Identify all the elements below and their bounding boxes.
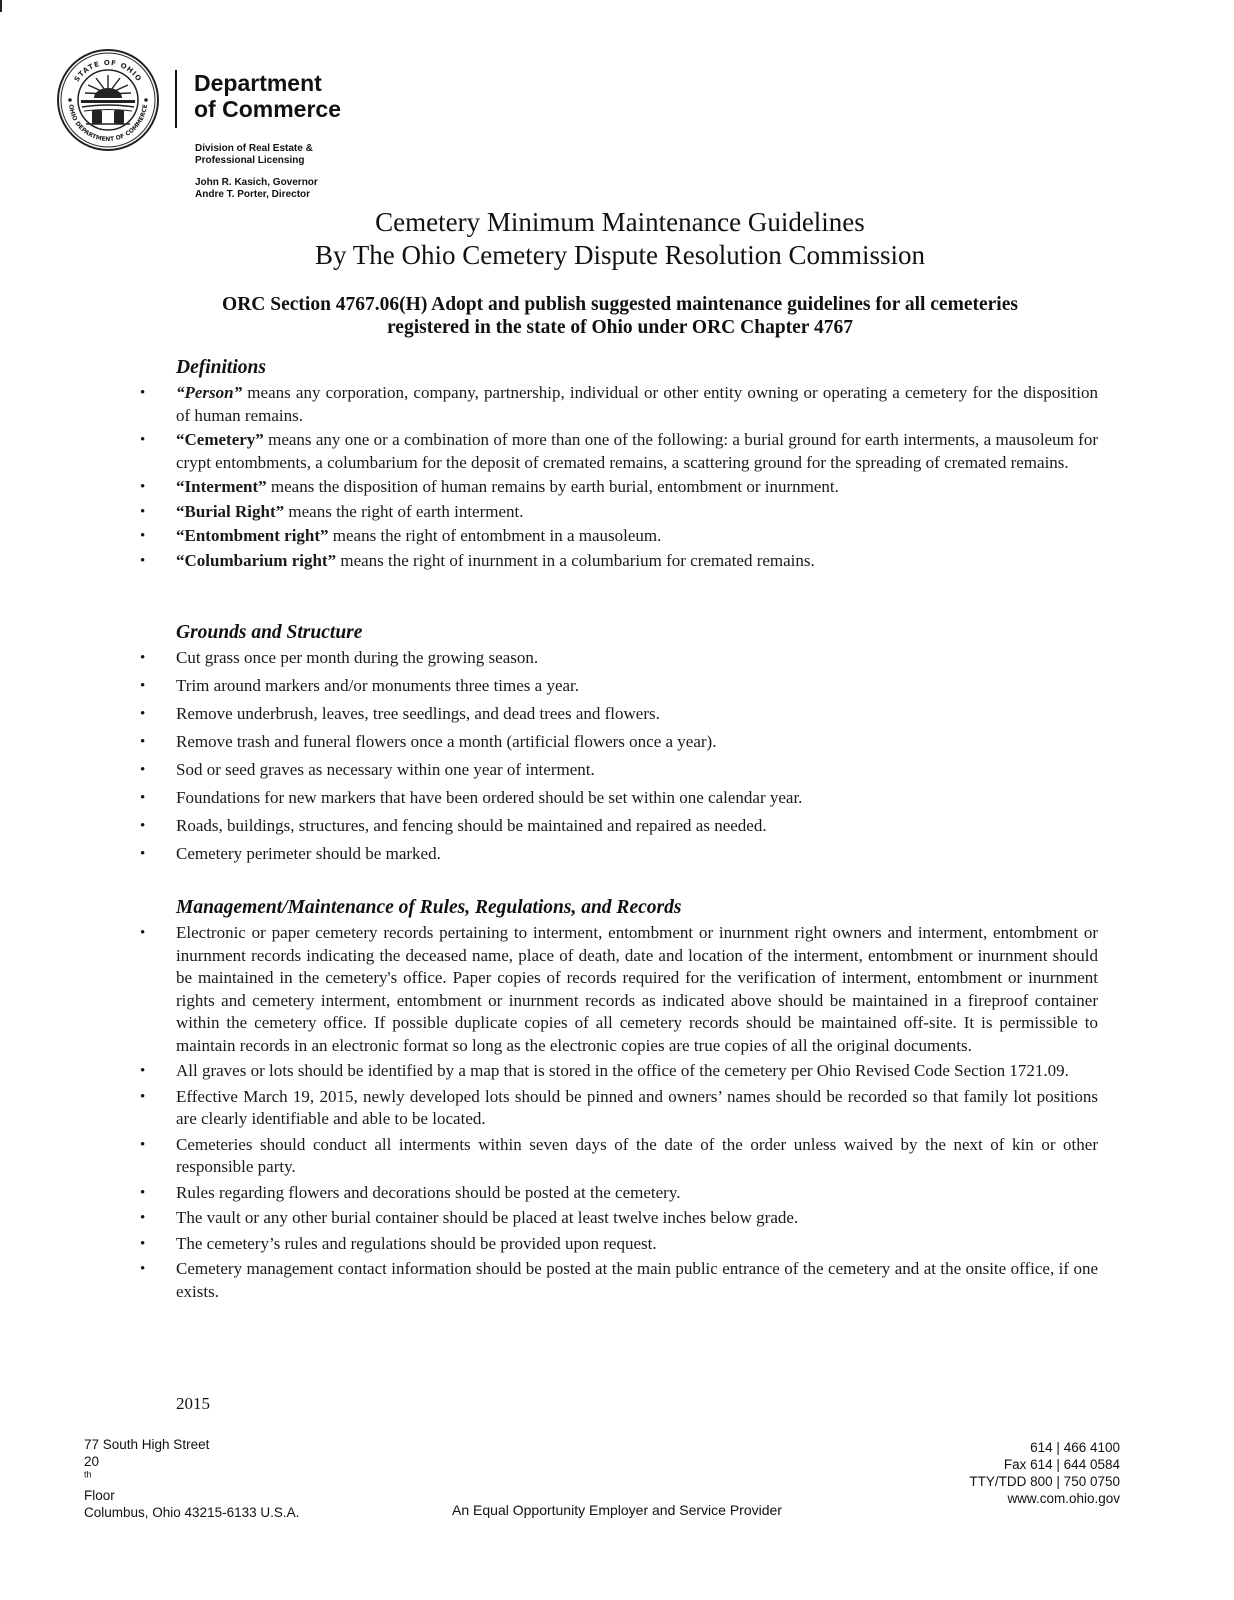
list-item-text: The cemetery’s rules and regulations should be provided upon request. bbox=[176, 1233, 657, 1253]
bullet-icon: • bbox=[140, 552, 146, 569]
department-name-line1: Department bbox=[194, 70, 322, 96]
address-floor bbox=[84, 1453, 299, 1504]
bullet-icon: • bbox=[140, 1184, 146, 1201]
letterhead-divider bbox=[175, 70, 177, 128]
list-item bbox=[138, 731, 1098, 754]
title-line1: Cemetery Minimum Maintenance Guidelines bbox=[375, 207, 865, 237]
address-street: 77 South High Street bbox=[84, 1437, 210, 1452]
list-item bbox=[138, 1207, 1098, 1230]
list-item-text: Effective March 19, 2015, newly developed lots should be pinned and owners’ names should be recorded so that family lot positions are clearly identifiable and able to be located. bbox=[176, 1086, 1098, 1128]
list-item bbox=[138, 501, 1098, 524]
title-line2: By The Ohio Cemetery Dispute Resolution Commission bbox=[315, 240, 925, 270]
bullet-icon: • bbox=[140, 1063, 146, 1079]
list-item-text: Cut grass once per month during the growing season. bbox=[176, 648, 539, 667]
document-title bbox=[180, 206, 1060, 272]
list-item-text: The vault or any other burial container should be placed at least twelve inches below grade. bbox=[176, 1208, 799, 1227]
list-item bbox=[138, 1086, 1098, 1131]
officials bbox=[195, 177, 318, 201]
bullet-icon: • bbox=[140, 1088, 146, 1105]
bullet-icon: • bbox=[140, 479, 146, 495]
bullet-icon: • bbox=[140, 385, 146, 401]
orc-heading-line1: ORC Section 4767.06(H) Adopt and publish suggested maintenance guidelines for all cemeteries bbox=[222, 294, 1018, 315]
definition-text: means the disposition of human remains by earth burial, entombment or inurnment. bbox=[266, 477, 839, 496]
bullet-icon: • bbox=[140, 925, 146, 941]
list-item bbox=[138, 843, 1098, 866]
definitions-list bbox=[138, 382, 1098, 572]
division-line1: Division of Real Estate & bbox=[195, 143, 313, 154]
phone-number: 614 | 466 4100 bbox=[1030, 1440, 1120, 1455]
list-item bbox=[138, 525, 1098, 548]
fax-number: Fax 614 | 644 0584 bbox=[1003, 1457, 1120, 1472]
seal-top-text: STATE OF OHIO bbox=[72, 58, 144, 84]
department-name-line2: of Commerce bbox=[194, 96, 341, 122]
bullet-icon: • bbox=[140, 1235, 146, 1252]
bullet-icon: • bbox=[140, 706, 146, 722]
list-item bbox=[138, 675, 1098, 698]
list-item-text: Rules regarding flowers and decorations should be posted at the cemetery. bbox=[176, 1182, 681, 1202]
address-city: Columbus, Ohio 43215-6133 U.S.A. bbox=[84, 1505, 300, 1520]
list-item-text: Cemeteries should conduct all interments within seven days of the date of the order unless waived by the next of kin or other responsible party. bbox=[176, 1134, 1098, 1176]
list-item bbox=[138, 815, 1098, 838]
list-item-text: All graves or lots should be identified by a map that is stored in the office of the cemetery per Ohio Revised Code Section 1721.09. bbox=[176, 1061, 1069, 1080]
bullet-icon: • bbox=[140, 1136, 146, 1153]
bullet-icon: • bbox=[140, 762, 146, 778]
grounds-heading: Grounds and Structure bbox=[176, 622, 363, 643]
defined-term: “Burial Right” bbox=[176, 501, 285, 521]
bullet-icon: • bbox=[140, 528, 146, 544]
list-item-text: Remove trash and funeral flowers once a month (artificial flowers once a year). bbox=[176, 732, 717, 751]
list-item bbox=[138, 787, 1098, 810]
list-item bbox=[138, 382, 1098, 427]
bullet-icon: • bbox=[140, 734, 146, 750]
grounds-section bbox=[138, 621, 1098, 871]
list-item-text: Roads, buildings, structures, and fencing should be maintained and repaired as needed. bbox=[176, 816, 767, 835]
list-item-text: Electronic or paper cemetery records pertaining to interment, entombment or inurnment right owners and interment, entombment or inurnment records indicating the deceased name, place of death, date and location of the interment, entombment or inurnment should be maintained in the cemetery's office. Paper copies of records required for the verification of interment, entombment or inurnment rights and cemetery interment, entombment or inurnment records as indicated above should be maintained in a fireproof container within the cemetery office. If possible duplicate copies of all cemetery records should be maintained off-site. It is permissible to maintain records in an electronic format so long as the electronic copies are true copies of all the original documents. bbox=[176, 923, 1098, 1055]
list-item bbox=[138, 550, 1098, 573]
definitions-section bbox=[138, 356, 1098, 574]
bullet-icon: • bbox=[140, 790, 146, 806]
defined-term: “Person” bbox=[176, 383, 243, 402]
list-item bbox=[138, 1182, 1098, 1205]
list-item bbox=[138, 922, 1098, 1057]
bullet-icon: • bbox=[140, 678, 146, 694]
list-item-text: Remove underbrush, leaves, tree seedlings, and dead trees and flowers. bbox=[176, 704, 660, 723]
management-section bbox=[138, 896, 1098, 1306]
director-line: Andre T. Porter, Director bbox=[195, 189, 311, 200]
list-item bbox=[138, 1233, 1098, 1256]
division-line2: Professional Licensing bbox=[195, 155, 305, 166]
defined-term: “Entombment right” bbox=[176, 526, 329, 545]
list-item bbox=[138, 647, 1098, 670]
document-year: 2015 bbox=[176, 1394, 210, 1413]
list-item bbox=[138, 759, 1098, 782]
management-list bbox=[138, 922, 1098, 1303]
bullet-icon: • bbox=[140, 650, 146, 666]
list-item-text: Foundations for new markers that have been ordered should be set within one calendar year. bbox=[176, 788, 803, 807]
list-item bbox=[138, 1134, 1098, 1179]
list-item bbox=[138, 429, 1098, 474]
seal-bottom-text: OHIO DEPARTMENT OF COMMERCE bbox=[67, 103, 149, 144]
bullet-icon: • bbox=[140, 1261, 146, 1277]
bullet-icon: • bbox=[140, 846, 146, 862]
bullet-icon: • bbox=[140, 818, 146, 834]
list-item bbox=[138, 1060, 1098, 1083]
orc-heading-line2: registered in the state of Ohio under ORC Chapter 4767 bbox=[386, 317, 853, 338]
list-item bbox=[138, 703, 1098, 726]
defined-term: “Columbarium right” bbox=[176, 550, 337, 570]
list-item-text: Cemetery perimeter should be marked. bbox=[176, 844, 441, 863]
definition-text: means the right of entombment in a mausoleum. bbox=[328, 526, 662, 545]
definition-text: means any corporation, company, partnership, individual or other entity owning or operating a cemetery for the disposition of human remains. bbox=[176, 383, 1098, 425]
list-item-text: Sod or seed graves as necessary within one year of interment. bbox=[176, 760, 595, 779]
list-item-text: Cemetery management contact information should be posted at the main public entrance of the cemetery and at the onsite office, if one exists. bbox=[176, 1259, 1098, 1301]
division-name bbox=[195, 143, 313, 167]
bullet-icon: • bbox=[140, 503, 146, 520]
grounds-list bbox=[138, 647, 1098, 866]
bullet-icon: • bbox=[140, 432, 146, 448]
governor-line: John R. Kasich, Governor bbox=[195, 177, 318, 188]
list-item bbox=[138, 1258, 1098, 1303]
tty-number: TTY/TDD 800 | 750 0750 bbox=[969, 1474, 1120, 1489]
floor-suffix: th bbox=[84, 1469, 92, 1480]
definition-text: means the right of earth interment. bbox=[284, 501, 524, 521]
list-item bbox=[138, 476, 1098, 499]
definition-text: means the right of inurnment in a columbarium for cremated remains. bbox=[336, 550, 815, 570]
floor-word: Floor bbox=[84, 1488, 115, 1503]
bullet-icon: • bbox=[140, 1210, 146, 1226]
ohio-commerce-seal-icon bbox=[56, 48, 160, 152]
footer-contact bbox=[969, 1439, 1120, 1507]
defined-term: “Interment” bbox=[176, 477, 267, 496]
equal-opportunity-statement: An Equal Opportunity Employer and Service Provider bbox=[452, 1502, 782, 1518]
floor-number: 20 bbox=[84, 1454, 100, 1469]
website-link[interactable]: www.com.ohio.gov bbox=[1007, 1491, 1120, 1506]
list-item-text: Trim around markers and/or monuments three times a year. bbox=[176, 676, 580, 695]
defined-term: “Cemetery” bbox=[176, 430, 264, 449]
definition-text: means any one or a combination of more than one of the following: a burial ground for earth interments, a mausoleum for crypt entombments, a columbarium for the deposit of cremated remains, a scattering ground for the spreading of cremated remains. bbox=[176, 430, 1098, 472]
orc-section-heading bbox=[150, 293, 1090, 339]
department-name bbox=[194, 70, 341, 122]
management-heading: Management/Maintenance of Rules, Regulations, and Records bbox=[176, 897, 682, 918]
definitions-heading: Definitions bbox=[176, 357, 266, 378]
scan-edge-mark bbox=[0, 0, 2, 12]
